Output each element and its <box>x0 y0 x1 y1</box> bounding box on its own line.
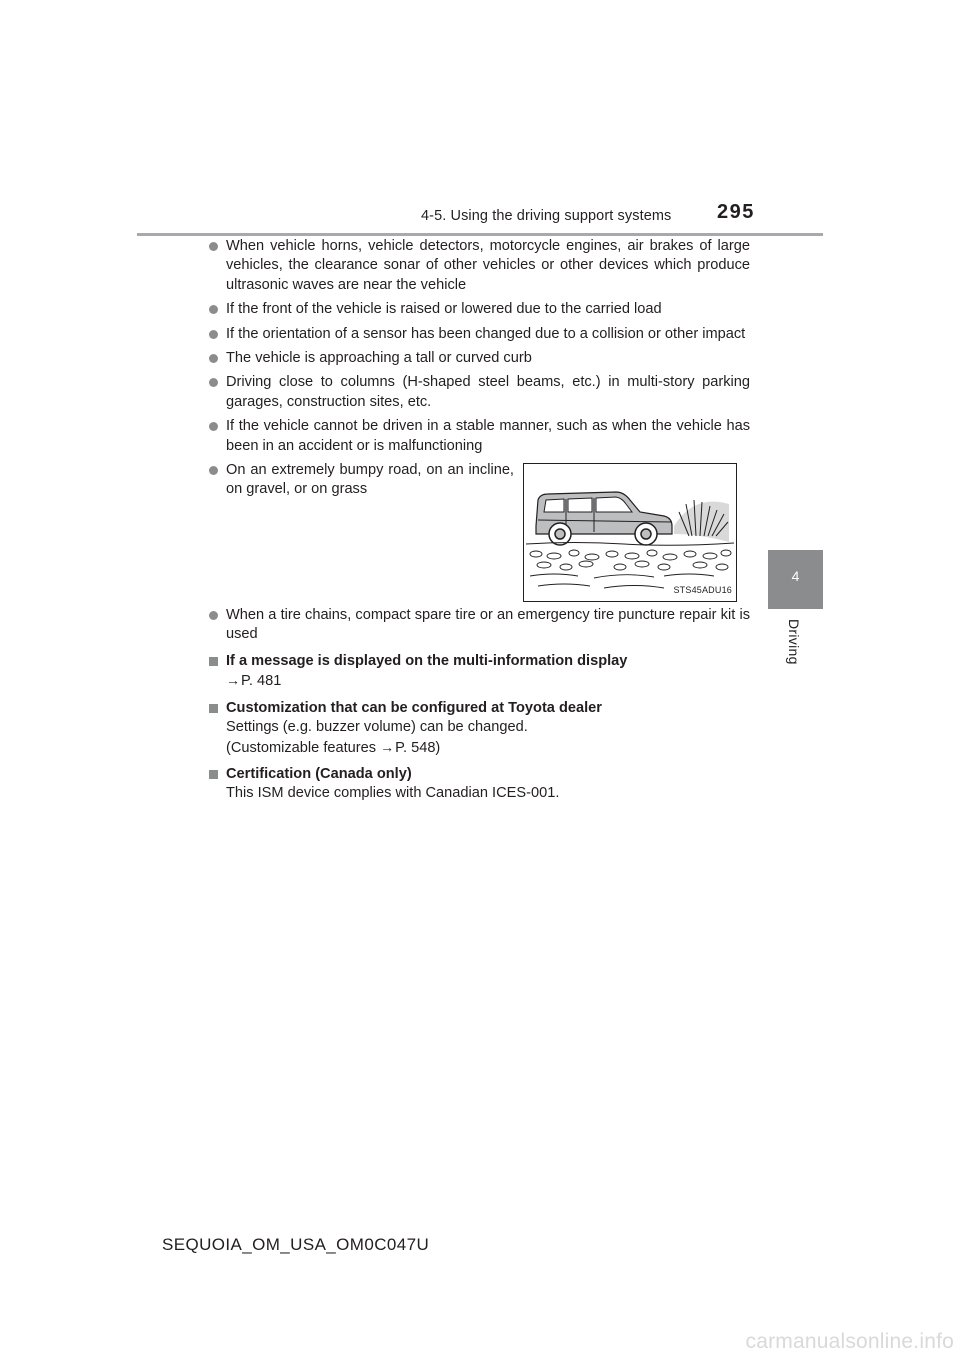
chapter-number: 4 <box>791 568 800 584</box>
header-divider <box>137 233 823 236</box>
section-heading: If a message is displayed on the multi-information display <box>208 652 750 671</box>
bullet-with-figure <box>208 461 750 601</box>
arrow-icon: → <box>380 738 395 755</box>
body-text <box>208 738 750 758</box>
bullet-item: When vehicle horns, vehicle detectors, motorcycle engines, air brakes of large vehicles, the clearance sonar of other vehicles or other devices which produce ultrasonic waves are near the vehicle <box>208 237 750 295</box>
body-text-prefix: (Customizable features <box>226 739 381 756</box>
watermark: carmanualsonline.info <box>745 1330 954 1353</box>
page-number: 295 <box>717 201 755 223</box>
bullet-item: When a tire chains, compact spare tire or an emergency tire puncture repair kit is used <box>208 606 750 645</box>
section-heading: Certification (Canada only) <box>208 765 750 784</box>
suv-rough-terrain-figure <box>523 463 737 602</box>
page-reference[interactable]: P. 548) <box>395 739 441 756</box>
section-heading: Customization that can be configured at Toyota dealer <box>208 699 750 718</box>
bullet-item: If the orientation of a sensor has been changed due to a collision or other impact <box>208 325 750 344</box>
page-content <box>208 237 750 804</box>
bullet-item: The vehicle is approaching a tall or curved curb <box>208 349 750 368</box>
page-reference[interactable] <box>208 671 750 691</box>
figure-code: STS45ADU16 <box>673 584 732 595</box>
chapter-label: Driving <box>786 619 802 665</box>
bullet-item: On an extremely bumpy road, on an incline, on gravel, or on grass <box>208 461 514 500</box>
chapter-tab[interactable] <box>768 550 823 609</box>
page-ref-text: P. 481 <box>241 673 282 690</box>
arrow-icon: → <box>226 672 240 689</box>
body-text: Settings (e.g. buzzer volume) can be changed. <box>226 719 528 736</box>
bullet-item: Driving close to columns (H-shaped steel beams, etc.) in multi-story parking garages, construction sites, etc. <box>208 373 750 412</box>
document-footer: SEQUOIA_OM_USA_OM0C047U <box>162 1235 430 1254</box>
section-title: 4-5. Using the driving support systems <box>421 208 672 224</box>
bullet-item: If the front of the vehicle is raised or lowered due to the carried load <box>208 300 750 319</box>
bullet-item: If the vehicle cannot be driven in a stable manner, such as when the vehicle has been in an accident or is malfunctioning <box>208 417 750 456</box>
body-text: This ISM device complies with Canadian ICES-001. <box>226 785 560 802</box>
